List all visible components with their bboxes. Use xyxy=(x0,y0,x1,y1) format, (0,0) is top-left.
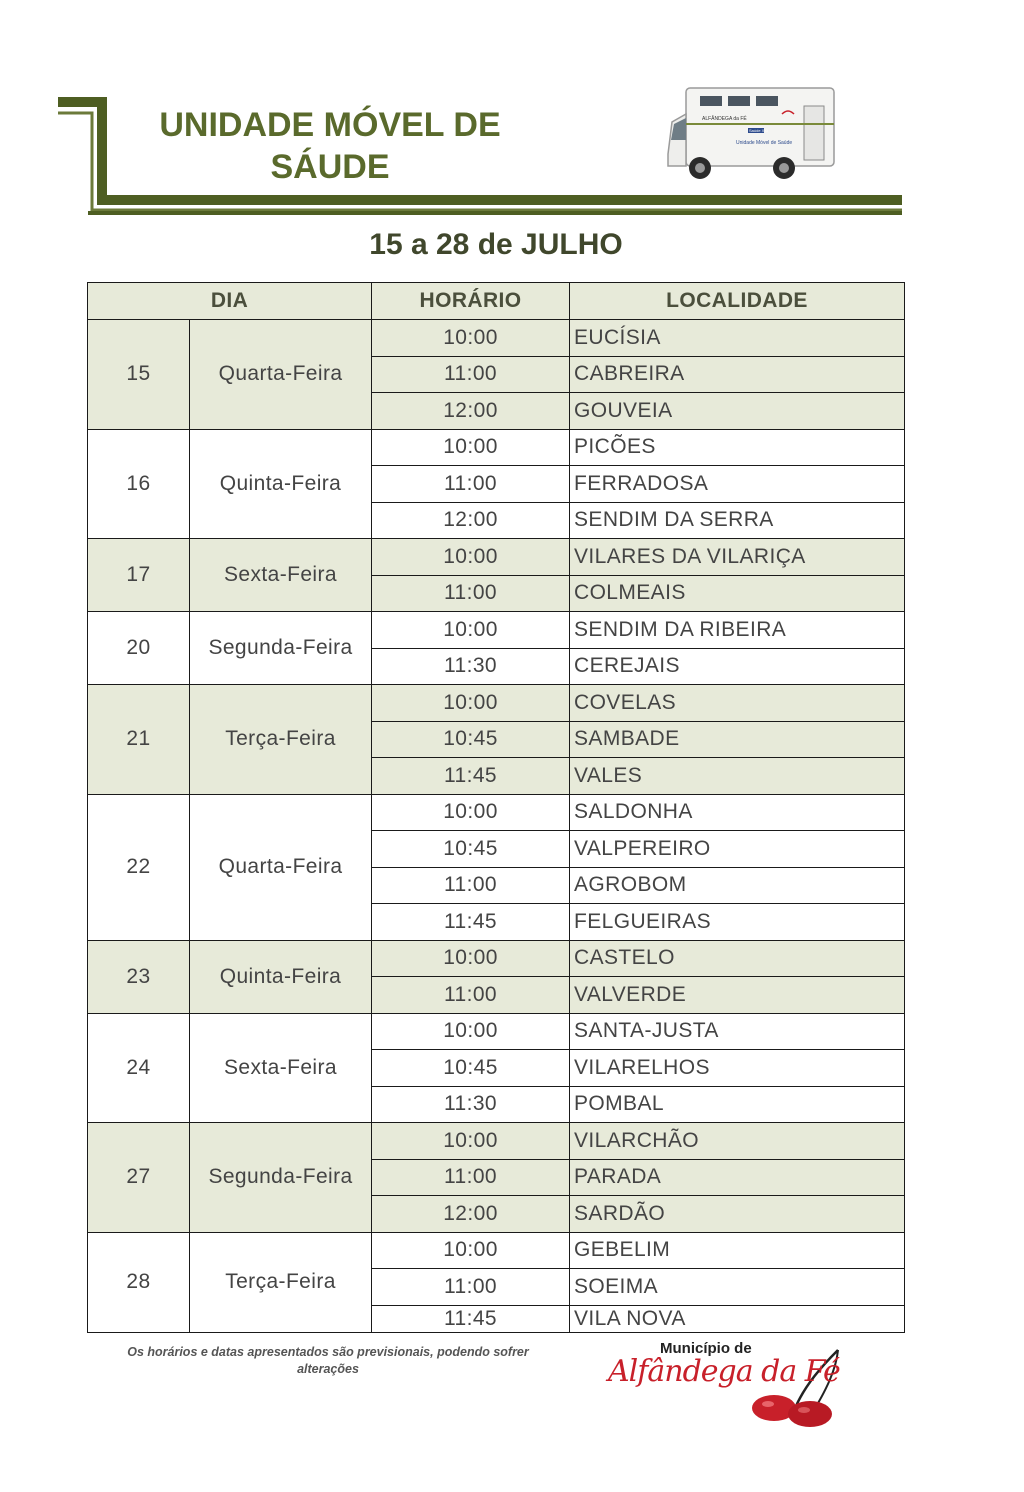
table-row xyxy=(88,320,905,357)
location-cell: EUCÍSIA xyxy=(570,320,905,357)
day-number-cell: 21 xyxy=(88,685,190,795)
time-cell: 10:00 xyxy=(372,1232,570,1269)
weekday-cell: Sexta-Feira xyxy=(190,539,372,612)
day-number-cell: 16 xyxy=(88,429,190,539)
title-line-2: SÁUDE xyxy=(270,148,390,186)
time-cell: 10:00 xyxy=(372,794,570,831)
table-row xyxy=(88,429,905,466)
time-cell: 11:30 xyxy=(372,648,570,685)
location-cell: GEBELIM xyxy=(570,1232,905,1269)
page-title xyxy=(130,104,530,188)
time-cell: 12:00 xyxy=(372,502,570,539)
schedule-table xyxy=(87,282,905,1333)
header-horario: HORÁRIO xyxy=(372,283,570,320)
location-cell: VILA NOVA xyxy=(570,1305,905,1332)
time-cell: 11:30 xyxy=(372,1086,570,1123)
time-cell: 11:00 xyxy=(372,867,570,904)
logo-text-script: Alfândega da Fé xyxy=(608,1354,840,1389)
location-cell: VALVERDE xyxy=(570,977,905,1014)
location-cell: SALDONHA xyxy=(570,794,905,831)
location-cell: PICÕES xyxy=(570,429,905,466)
time-cell: 11:00 xyxy=(372,466,570,503)
table-row xyxy=(88,685,905,722)
mobile-unit-van-image xyxy=(664,84,840,184)
time-cell: 11:45 xyxy=(372,1305,570,1332)
time-cell: 11:00 xyxy=(372,575,570,612)
day-number-cell: 22 xyxy=(88,794,190,940)
location-cell: SAMBADE xyxy=(570,721,905,758)
table-row xyxy=(88,1123,905,1160)
weekday-cell: Quarta-Feira xyxy=(190,794,372,940)
time-cell: 11:45 xyxy=(372,758,570,795)
schedule-body xyxy=(88,320,905,1333)
title-line-1: UNIDADE MÓVEL DE xyxy=(159,106,501,144)
time-cell: 11:00 xyxy=(372,1159,570,1196)
weekday-cell: Quinta-Feira xyxy=(190,429,372,539)
table-row xyxy=(88,794,905,831)
location-cell: VILARCHÃO xyxy=(570,1123,905,1160)
location-cell: SOEIMA xyxy=(570,1269,905,1306)
location-cell: CASTELO xyxy=(570,940,905,977)
time-cell: 10:00 xyxy=(372,940,570,977)
van-text-1: ALFÂNDEGA da FÉ xyxy=(702,116,747,122)
time-cell: 10:00 xyxy=(372,539,570,576)
location-cell: SARDÃO xyxy=(570,1196,905,1233)
time-cell: 10:45 xyxy=(372,831,570,868)
time-cell: 12:00 xyxy=(372,1196,570,1233)
table-row xyxy=(88,612,905,649)
day-number-cell: 27 xyxy=(88,1123,190,1233)
van-text-2: Saúde XXI xyxy=(749,128,769,133)
weekday-cell: Terça-Feira xyxy=(190,1232,372,1332)
weekday-cell: Quarta-Feira xyxy=(190,320,372,430)
location-cell: FERRADOSA xyxy=(570,466,905,503)
time-cell: 11:45 xyxy=(372,904,570,941)
location-cell: VILARELHOS xyxy=(570,1050,905,1087)
van-text-3: Unidade Móvel de Saúde xyxy=(736,140,793,146)
municipality-logo xyxy=(600,1340,850,1432)
date-range-subtitle: 15 a 28 de JULHO xyxy=(369,228,623,261)
day-number-cell: 28 xyxy=(88,1232,190,1332)
location-cell: PARADA xyxy=(570,1159,905,1196)
table-header-row xyxy=(88,283,905,320)
time-cell: 11:00 xyxy=(372,977,570,1014)
day-number-cell: 15 xyxy=(88,320,190,430)
location-cell: AGROBOM xyxy=(570,867,905,904)
location-cell: CABREIRA xyxy=(570,356,905,393)
day-number-cell: 24 xyxy=(88,1013,190,1123)
location-cell: GOUVEIA xyxy=(570,393,905,430)
time-cell: 10:45 xyxy=(372,1050,570,1087)
location-cell: CEREJAIS xyxy=(570,648,905,685)
weekday-cell: Sexta-Feira xyxy=(190,1013,372,1123)
location-cell: FELGUEIRAS xyxy=(570,904,905,941)
day-number-cell: 17 xyxy=(88,539,190,612)
header-localidade: LOCALIDADE xyxy=(570,283,905,320)
logo-text-top: Município de xyxy=(660,1340,752,1357)
note-line-1: Os horários e datas apresentados são previsionais, podendo sofrer xyxy=(127,1345,529,1359)
table-row xyxy=(88,940,905,977)
time-cell: 10:00 xyxy=(372,1013,570,1050)
location-cell: VALES xyxy=(570,758,905,795)
location-cell: SENDIM DA SERRA xyxy=(570,502,905,539)
table-row xyxy=(88,539,905,576)
location-cell: SENDIM DA RIBEIRA xyxy=(570,612,905,649)
time-cell: 11:00 xyxy=(372,356,570,393)
location-cell: COVELAS xyxy=(570,685,905,722)
note-line-2: alterações xyxy=(297,1362,359,1376)
day-number-cell: 23 xyxy=(88,940,190,1013)
time-cell: 10:00 xyxy=(372,320,570,357)
weekday-cell: Segunda-Feira xyxy=(190,612,372,685)
day-number-cell: 20 xyxy=(88,612,190,685)
time-cell: 11:00 xyxy=(372,1269,570,1306)
time-cell: 12:00 xyxy=(372,393,570,430)
header-dia: DIA xyxy=(88,283,372,320)
weekday-cell: Quinta-Feira xyxy=(190,940,372,1013)
location-cell: POMBAL xyxy=(570,1086,905,1123)
time-cell: 10:45 xyxy=(372,721,570,758)
time-cell: 10:00 xyxy=(372,429,570,466)
weekday-cell: Segunda-Feira xyxy=(190,1123,372,1233)
weekday-cell: Terça-Feira xyxy=(190,685,372,795)
disclaimer-note xyxy=(100,1344,556,1378)
location-cell: VILARES DA VILARIÇA xyxy=(570,539,905,576)
location-cell: SANTA-JUSTA xyxy=(570,1013,905,1050)
table-row xyxy=(88,1013,905,1050)
time-cell: 10:00 xyxy=(372,1123,570,1160)
table-row xyxy=(88,1232,905,1269)
location-cell: COLMEAIS xyxy=(570,575,905,612)
time-cell: 10:00 xyxy=(372,685,570,722)
location-cell: VALPEREIRO xyxy=(570,831,905,868)
time-cell: 10:00 xyxy=(372,612,570,649)
